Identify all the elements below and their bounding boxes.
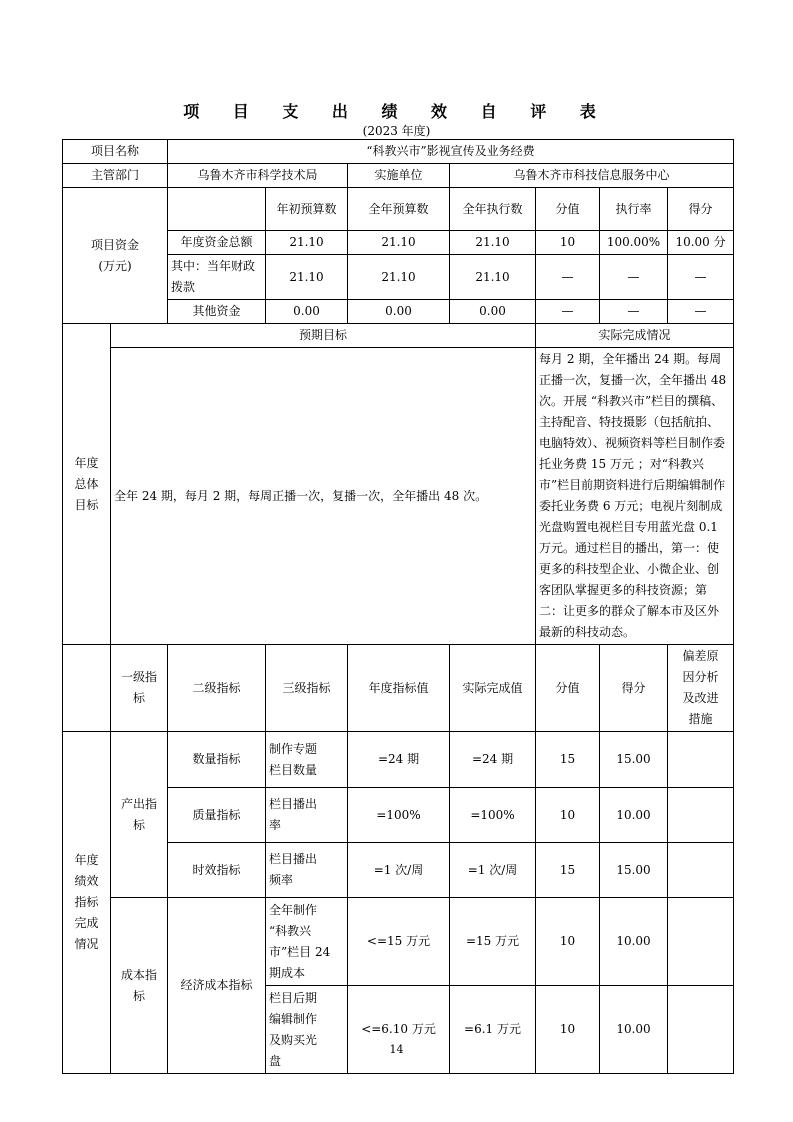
project-name-label: 项目名称	[63, 140, 168, 164]
impl-value: 乌鲁木齐市科技信息服务中心	[450, 164, 734, 188]
target-cell: <=6.10 万元	[348, 986, 450, 1074]
funds-row-label: 年度资金总额	[168, 231, 266, 255]
funds-header: 全年执行数	[450, 188, 536, 231]
note-cell	[668, 843, 734, 898]
score-value-cell: 10	[536, 898, 600, 986]
funds-cell: 0.00	[450, 300, 536, 324]
score-value-cell: 15	[536, 843, 600, 898]
funds-cell: —	[600, 300, 668, 324]
level3-text: 栏目后期 编辑制作 及购买光 盘	[269, 990, 318, 1068]
funds-cell: —	[668, 255, 734, 300]
dept-value: 乌鲁木齐市科学技术局	[168, 164, 348, 188]
actual-cell: =6.1 万元	[450, 986, 536, 1074]
actual-cell: =24 期	[450, 732, 536, 788]
indicator-header	[111, 645, 168, 732]
note-cell	[668, 732, 734, 788]
funds-header: 执行率	[600, 188, 668, 231]
funds-header: 年初预算数	[266, 188, 348, 231]
score-cell: 10.00	[600, 898, 668, 986]
funds-cell: —	[668, 300, 734, 324]
level3-cell	[266, 898, 348, 986]
actual-cell: =1 次/周	[450, 843, 536, 898]
funds-cell: 0.00	[266, 300, 348, 324]
score-value-cell: 10	[536, 788, 600, 843]
note-cell	[668, 898, 734, 986]
score-value-cell: 10	[536, 986, 600, 1074]
funds-header: 得分	[668, 188, 734, 231]
funds-cell: 100.00%	[600, 231, 668, 255]
indicator-header-text: 一级指 标	[121, 670, 158, 705]
funds-corner	[168, 188, 266, 231]
funds-cell: 0.00	[348, 300, 450, 324]
level2-cost: 经济成本指标	[168, 898, 266, 1074]
level2-cell: 数量指标	[168, 732, 266, 788]
target-cell: =100%	[348, 788, 450, 843]
level1-output-text: 产出指 标	[121, 796, 158, 832]
indicator-header-text: 偏差原 因分析 及改进 措施	[682, 649, 719, 726]
funds-cell: 21.10	[348, 255, 450, 300]
level2-cell: 时效指标	[168, 843, 266, 898]
indicator-header: 三级指标	[266, 645, 348, 732]
funds-header: 全年预算数	[348, 188, 450, 231]
level3-text: 全年制作 “科教兴 市”栏目 24 期成本	[269, 902, 331, 980]
indicator-header	[668, 645, 734, 732]
funds-cell: 21.10	[266, 255, 348, 300]
indicator-header: 实际完成值	[450, 645, 536, 732]
level3-text: 栏目播出 频率	[269, 852, 318, 887]
indicators-label-text: 年度 绩效 指标 完成 情况	[74, 853, 99, 951]
score-cell: 15.00	[600, 732, 668, 788]
expected-goal-text: 全年 24 期，每月 2 期，每周正播一次，复播一次，全年播出 48 次。	[111, 348, 536, 645]
funds-cell: —	[600, 255, 668, 300]
funds-cell: —	[536, 255, 600, 300]
indicator-header: 二级指标	[168, 645, 266, 732]
level3-cell	[266, 732, 348, 788]
funds-label-text: 项目资金 (万元)	[91, 237, 140, 273]
impl-label: 实施单位	[348, 164, 450, 188]
score-cell: 10.00	[600, 986, 668, 1074]
score-value-cell: 15	[536, 732, 600, 788]
goals-label-text: 年度 总体 目标	[74, 455, 99, 512]
funds-label	[63, 188, 168, 324]
score-cell: 15.00	[600, 843, 668, 898]
indicator-header: 年度指标值	[348, 645, 450, 732]
level1-output	[111, 732, 168, 898]
indicator-header: 分值	[536, 645, 600, 732]
note-cell	[668, 986, 734, 1074]
funds-row-label: 其他资金	[168, 300, 266, 324]
funds-cell: 21.10	[348, 231, 450, 255]
goals-label	[63, 324, 111, 645]
performance-table	[62, 139, 734, 1074]
funds-cell: 10.00 分	[668, 231, 734, 255]
funds-row-label: 其中：当年财政拨款	[168, 255, 266, 300]
target-cell: <=15 万元	[348, 898, 450, 986]
level3-cell	[266, 788, 348, 843]
funds-header: 分值	[536, 188, 600, 231]
score-cell: 10.00	[600, 788, 668, 843]
page-number: 14	[389, 1043, 404, 1056]
level2-cell: 质量指标	[168, 788, 266, 843]
level3-cell	[266, 986, 348, 1074]
expected-goal-header: 预期目标	[111, 324, 536, 348]
funds-cell: 21.10	[450, 255, 536, 300]
target-cell: =24 期	[348, 732, 450, 788]
page-subtitle: (2023 年度)	[362, 124, 431, 138]
level3-cell	[266, 843, 348, 898]
actual-cell: =15 万元	[450, 898, 536, 986]
funds-cell: 10	[536, 231, 600, 255]
level3-text: 制作专题 栏目数量	[269, 741, 318, 777]
indicators-label	[63, 732, 111, 1074]
level1-cost-text: 成本指 标	[121, 967, 158, 1003]
actual-cell: =100%	[450, 788, 536, 843]
level3-text: 栏目播出 率	[269, 797, 318, 832]
page-title: 项 目 支 出 绩 效 自 评 表	[183, 102, 610, 121]
note-cell	[668, 788, 734, 843]
project-name-value: “科教兴市”影视宣传及业务经费	[168, 140, 734, 164]
actual-result-text: 每月 2 期，全年播出 24 期。每周正播一次，复播一次，全年播出 48 次。开展 “科教兴市”栏目的撰稿、主持配音、特技摄影（包括航拍、电脑特效）、视频资料等栏目制作委托业务费 15 万元 ；对“科教兴市”栏目前期资料进行后期编辑制作委托业务费 6 万元；电视片刻制成光盘购置电视栏目专用蓝光盘 0.1 万元。通过栏目的播出，第一：使更多的科技型企业、小微企业、创客团队掌握更多的科技资源；第二：让更多的群众了解本市及区外最新的科技动态。	[536, 348, 734, 645]
dept-label: 主管部门	[63, 164, 168, 188]
funds-cell: —	[536, 300, 600, 324]
funds-cell: 21.10	[266, 231, 348, 255]
funds-cell: 21.10	[450, 231, 536, 255]
target-cell: =1 次/周	[348, 843, 450, 898]
indicator-header: 得分	[600, 645, 668, 732]
actual-result-header: 实际完成情况	[536, 324, 734, 348]
indicators-corner	[63, 645, 111, 732]
